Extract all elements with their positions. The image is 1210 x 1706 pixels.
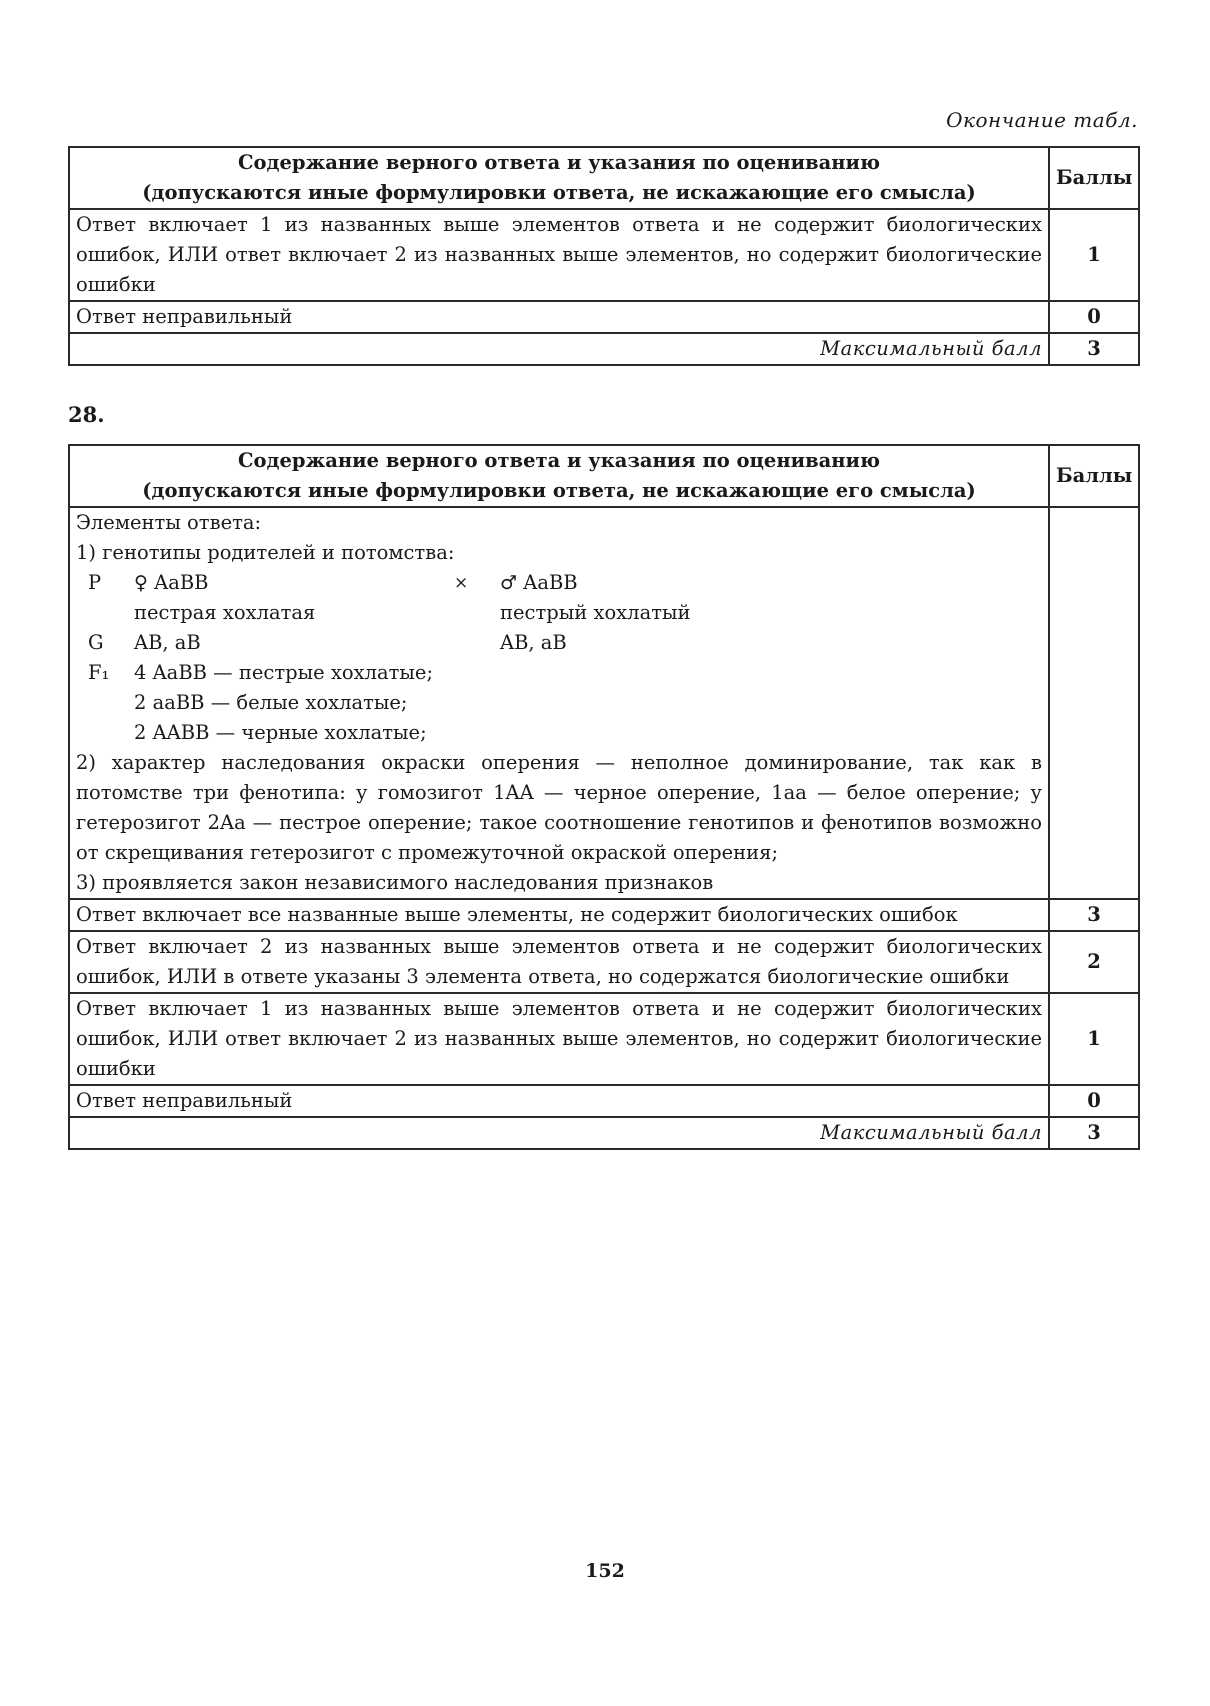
female-genotype: AaBB [154,571,209,594]
offspring-line: 2 AABB — черные хохлатые; [134,721,427,744]
element-1-title: 1) генотипы родителей и потомства: [76,541,455,564]
criterion-text: Ответ включает 1 из названных выше элементов ответа и не содержит биологических ошибок, ИЛИ ответ включает 2 из названных выше элементов, но содержит биологические ошибки [69,209,1049,301]
header-content-title: Содержание верного ответа и указания по оцениванию [238,151,880,174]
p-label: P [88,571,102,594]
max-score-label: Максимальный балл [69,333,1049,365]
question-number: 28. [68,402,105,427]
table-row [69,209,1139,301]
criterion-text: Ответ неправильный [69,301,1049,333]
female-symbol-icon: ♀ [134,572,148,594]
max-score-value: 3 [1049,333,1139,365]
table-header-row [69,445,1139,507]
female-gametes: AB, aB [134,631,201,654]
male-genotype: AaBB [523,571,578,594]
header-content-title: Содержание верного ответа и указания по оцениванию [238,449,880,472]
male-symbol-icon: ♂ [500,572,518,594]
grading-table-continued [68,146,1140,366]
table-row [69,993,1139,1085]
criterion-points: 0 [1049,301,1139,333]
criterion-text: Ответ включает 1 из названных выше элементов ответа и не содержит биологических ошибок, ИЛИ ответ включает 2 из названных выше элементов, но содержит биологические ошибки [69,993,1049,1085]
table-row [69,899,1139,931]
header-points-cell: Баллы [1049,147,1139,209]
criterion-points: 1 [1049,209,1139,301]
answer-elements-row [69,507,1139,899]
female-parent [134,568,454,598]
page-number: 152 [585,1560,625,1582]
max-score-row [69,1117,1139,1149]
criterion-text: Ответ включает все названные выше элементы, не содержит биологических ошибок [69,899,1049,931]
table-row [69,301,1139,333]
header-content-cell [69,147,1049,209]
continuation-label: Окончание табл. [946,108,1138,132]
offspring-line: 2 aaBB — белые хохлатые; [134,691,408,714]
male-phenotype: пестрый хохлатый [500,601,691,624]
elements-title: Элементы ответа: [76,511,262,534]
answer-elements-cell [69,507,1049,899]
element-3-text: 3) проявляется закон независимого наследования признаков [76,871,714,894]
answer-elements-points [1049,507,1139,899]
header-content-cell [69,445,1049,507]
offspring-line: 4 AaBB — пестрые хохлатые; [134,661,434,684]
header-content-note: (допускаются иные формулировки ответа, не искажающие его смысла) [142,181,976,204]
element-2-text: 2) характер наследования окраски оперения — неполное доминирование, так как в потомстве три фенотипа: у гомозигот 1AA — черное оперение, 1aa — белое оперение; у гетерозигот 2Aa — пестрое оперение; такое соотношение генотипов и фенотипов возможно от скрещивания гетерозигот с промежуточной окраской оперения; [76,751,1042,864]
criterion-points: 1 [1049,993,1139,1085]
header-points-cell: Баллы [1049,445,1139,507]
f1-label: F₁ [88,661,110,684]
criterion-points: 2 [1049,931,1139,993]
criterion-text: Ответ включает 2 из названных выше элементов ответа и не содержит биологических ошибок, ИЛИ в ответе указаны 3 элемента ответа, но содержатся биологические ошибки [69,931,1049,993]
genetic-cross [76,568,1042,748]
male-parent [500,568,800,598]
table-row [69,931,1139,993]
table-row [69,1085,1139,1117]
criterion-points: 3 [1049,899,1139,931]
table-header-row [69,147,1139,209]
g-label: G [88,631,104,654]
max-score-value: 3 [1049,1117,1139,1149]
criterion-points: 0 [1049,1085,1139,1117]
header-content-note: (допускаются иные формулировки ответа, не искажающие его смысла) [142,479,976,502]
male-gametes: AB, aB [500,631,567,654]
criterion-text: Ответ неправильный [69,1085,1049,1117]
max-score-row [69,333,1139,365]
female-phenotype: пестрая хохлатая [134,601,316,624]
cross-symbol: × [454,573,469,593]
grading-table-28 [68,444,1140,1150]
max-score-label: Максимальный балл [69,1117,1049,1149]
